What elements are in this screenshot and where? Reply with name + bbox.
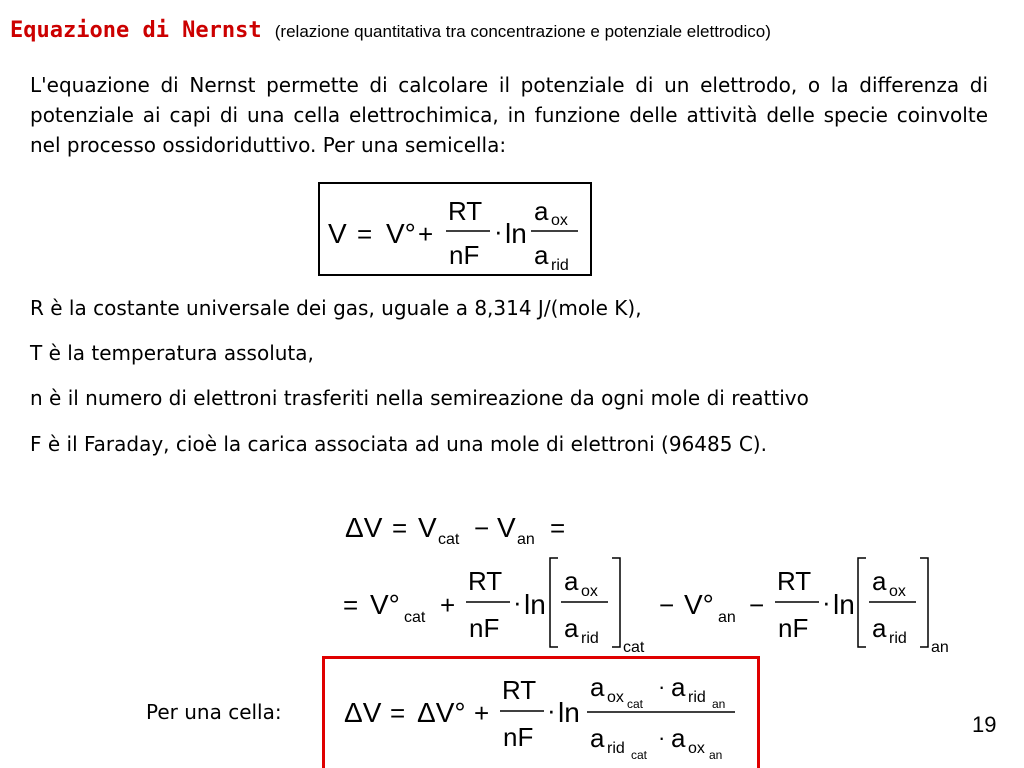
eq4-a-rid-an: a: [671, 672, 686, 702]
definition-r: R è la costante universale dei gas, uguale a 8,314 J/(mole K),: [30, 296, 642, 320]
eq4-a-ox-cat: a: [590, 672, 605, 702]
eq3-right-bracket: [612, 558, 620, 647]
eq3-dot: ·: [513, 587, 522, 617]
eq4-a-rid-cat: a: [590, 723, 605, 753]
eq3-equals: =: [343, 590, 359, 620]
eq4-subsub-cat-den: cat: [631, 748, 648, 762]
cell-label: Per una cella:: [146, 700, 282, 724]
eq4-delta-v: ΔV: [344, 697, 382, 728]
eq1-sub-ox: ox: [551, 212, 568, 229]
eq2-sub-cat: cat: [438, 531, 460, 548]
slide-title: Equazione di Nernst: [10, 18, 262, 43]
eq3-a-den-2: a: [872, 613, 887, 643]
eq4-equals: =: [390, 698, 406, 728]
eq3-dot-2: ·: [822, 587, 831, 617]
eq2-v-cat: V: [418, 512, 437, 543]
eq3-ln: ln: [524, 589, 546, 620]
eq3-rt-2: RT: [777, 566, 812, 596]
definition-t: T è la temperatura assoluta,: [30, 341, 314, 365]
eq1-v-standard: V°: [386, 218, 416, 249]
eq3-minus: −: [659, 590, 675, 620]
eq3-sub-rid: rid: [581, 630, 599, 647]
eq3-a-num-2: a: [872, 566, 887, 596]
eq3-bracket-sub-cat: cat: [623, 639, 645, 656]
intro-paragraph: L'equazione di Nernst permette di calcolare il potenziale di un elettrodo, o la differenza di potenziale ai capi di una cella elettrochimica, in funzione delle attività delle specie coinvolte nel processo ossidoriduttivo. Per una semicella:: [30, 73, 988, 157]
eq1-a-den: a: [534, 240, 549, 270]
eq3-ln-2: ln: [833, 589, 855, 620]
nernst-semicell-equation: [328, 196, 578, 274]
eq4-dot: ·: [547, 695, 556, 725]
cell-equation: [344, 672, 735, 762]
eq1-sub-rid: rid: [551, 257, 569, 274]
eq4-subsub-an: an: [712, 697, 726, 711]
definition-f: F è il Faraday, cioè la carica associata ad una mole di elettroni (96485 C).: [30, 432, 767, 456]
eq4-dot-num: ·: [658, 674, 666, 699]
delta-v-definition: [345, 512, 565, 548]
eq3-sub-ox-2: ox: [889, 583, 906, 600]
eq4-nf: nF: [503, 722, 534, 752]
eq2-delta-v: ΔV: [345, 512, 383, 543]
eq2-v-an: V: [497, 512, 516, 543]
eq3-v-standard-an: V°: [684, 589, 714, 620]
eq1-ln: ln: [505, 218, 527, 249]
eq1-nf: nF: [449, 240, 480, 270]
slide-subtitle: (relazione quantitativa tra concentrazione e potenziale elettrodico): [274, 22, 771, 41]
eq3-nf-2: nF: [778, 613, 809, 643]
eq3-left-bracket: [550, 558, 558, 647]
eq2-equals-end: =: [550, 513, 566, 543]
eq3-rt: RT: [468, 566, 503, 596]
definition-n: n è il numero di elettroni trasferiti nella semireazione da ogni mole di reattivo: [30, 386, 809, 410]
eq4-sub-rid-den: rid: [607, 740, 625, 757]
eq4-subsub-cat: cat: [627, 697, 644, 711]
eq1-v: V: [328, 218, 347, 249]
eq3-bracket-sub-an: an: [931, 639, 949, 656]
eq3-plus: +: [440, 590, 456, 620]
eq3-sub-rid-2: rid: [889, 630, 907, 647]
eq2-minus: −: [474, 513, 490, 543]
eq4-subsub-an-den: an: [709, 748, 723, 762]
eq4-sub-rid: rid: [688, 689, 706, 706]
eq3-sub-cat: cat: [404, 609, 426, 626]
eq4-plus: +: [474, 698, 490, 728]
eq3-nf: nF: [469, 613, 500, 643]
eq4-dot-den: ·: [658, 725, 666, 750]
eq4-delta-v-standard: ΔV°: [417, 697, 466, 728]
page-number: 19: [972, 712, 997, 737]
eq3-sub-an: an: [718, 609, 736, 626]
eq3-left-bracket-2: [858, 558, 866, 647]
eq3-v-standard-cat: V°: [370, 589, 400, 620]
eq1-plus: +: [418, 219, 434, 249]
eq2-equals: =: [392, 513, 408, 543]
eq4-sub-ox-den: ox: [688, 740, 705, 757]
eq3-a-num: a: [564, 566, 579, 596]
eq4-sub-ox: ox: [607, 689, 624, 706]
eq1-dot: ·: [494, 216, 503, 246]
eq3-right-bracket-2: [920, 558, 928, 647]
eq1-equals: =: [357, 219, 373, 249]
eq2-sub-an: an: [517, 531, 535, 548]
eq3-sub-ox: ox: [581, 583, 598, 600]
eq4-rt: RT: [502, 675, 537, 705]
eq3-minus-2: −: [749, 590, 765, 620]
delta-v-expansion: [343, 558, 949, 656]
eq1-rt: RT: [448, 196, 483, 226]
eq1-a-num: a: [534, 196, 549, 226]
eq4-a-ox-an: a: [671, 723, 686, 753]
eq3-a-den: a: [564, 613, 579, 643]
eq4-ln: ln: [558, 697, 580, 728]
